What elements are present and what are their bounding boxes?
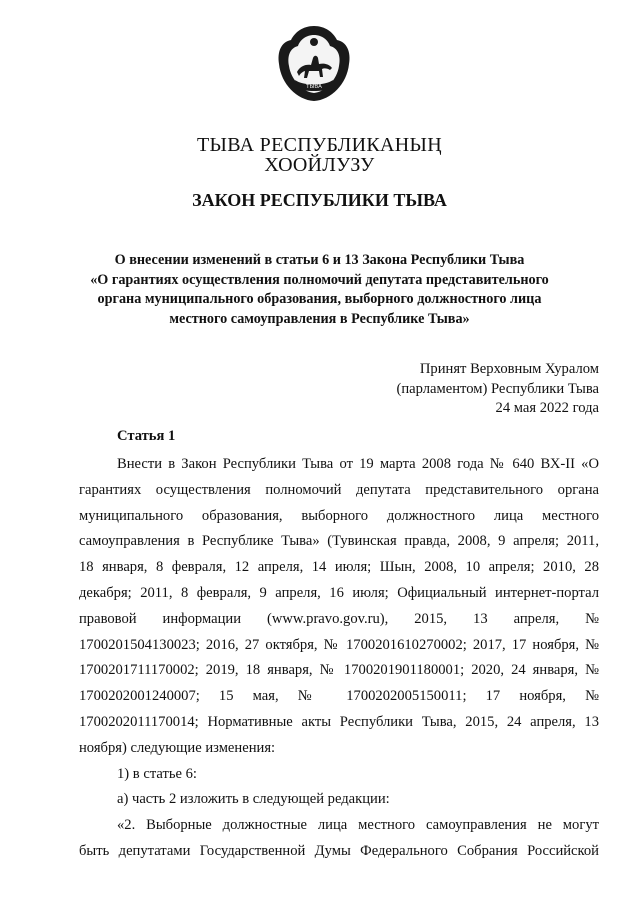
body-line: 1700202001240007; 15 мая, № 1700202005150011; 17 ноября, №: [79, 688, 599, 705]
body-line: декабря; 2011, 8 февраля, 9 апреля, 16 июля; Официальный интернет-портал: [79, 584, 599, 601]
list-item: а) часть 2 изложить в следующей редакции:: [117, 791, 390, 808]
body-line: ноября) следующие изменения:: [79, 739, 276, 756]
body-line: 1700201504130023; 2016, 27 октября, № 1700201610270002; 2017, 17 ноября, №: [79, 636, 599, 653]
list-item: 1) в статье 6:: [117, 765, 197, 782]
article-heading: Статья 1: [117, 428, 176, 444]
body-line: 18 января, 8 февраля, 12 апреля, 14 июля; Шын, 2008, 10 апреля; 2010, 28: [79, 559, 599, 576]
body-line: 1700202011170014; Нормативные акты Республики Тыва, 2015, 24 апреля, 13: [79, 713, 599, 730]
body-line: муниципального образования, выборного должностного лица местного: [79, 507, 599, 524]
tyvan-title-line-1: ТЫВА РЕСПУБЛИКАНЫҢ: [197, 134, 442, 156]
adoption-line: (парламентом) Республики Тыва: [396, 380, 599, 397]
article-body: [79, 452, 599, 865]
subject-line: О внесении изменений в статьи 6 и 13 Закона Республики Тыва: [114, 252, 525, 268]
body-line: быть депутатами Государственной Думы Федерального Собрания Российской: [79, 842, 599, 859]
body-line: правовой информации (www.pravo.gov.ru), 2015, 13 апреля, №: [79, 610, 599, 627]
tyvan-title-line-2: ХООЙЛУЗУ: [264, 154, 375, 176]
body-line: 1700201711170002; 2019, 18 января, № 1700201901180001; 2020, 24 января, №: [79, 662, 599, 679]
tyva-coat-of-arms-emblem: [273, 22, 355, 104]
subject-line: органа муниципального образования, выборного должностного лица: [97, 291, 542, 307]
emblem-inscription: ТЫВА: [306, 84, 322, 90]
body-line: «2. Выборные должностные лица местного самоуправления не могут: [117, 817, 599, 834]
adoption-date: 24 мая 2022 года: [495, 400, 599, 416]
subject-line: местного самоуправления в Республике Тыва»: [169, 310, 470, 327]
subject-line: «О гарантиях осуществления полномочий депутата представительного: [90, 271, 549, 288]
adoption-block: [396, 360, 599, 419]
body-line: Внести в Закон Республики Тыва от 19 марта 2008 года № 640 ВХ-II «О: [117, 456, 599, 472]
law-subject: [0, 251, 639, 329]
adoption-line: Принят Верховным Хуралом: [419, 361, 599, 377]
body-line: гарантиях осуществления полномочий депутата представительного органа: [79, 481, 599, 498]
body-line: самоуправления в Республике Тыва» (Тувинская правда, 2008, 9 апреля; 2011,: [79, 533, 599, 550]
law-title: ЗАКОН РЕСПУБЛИКИ ТЫВА: [192, 190, 447, 210]
